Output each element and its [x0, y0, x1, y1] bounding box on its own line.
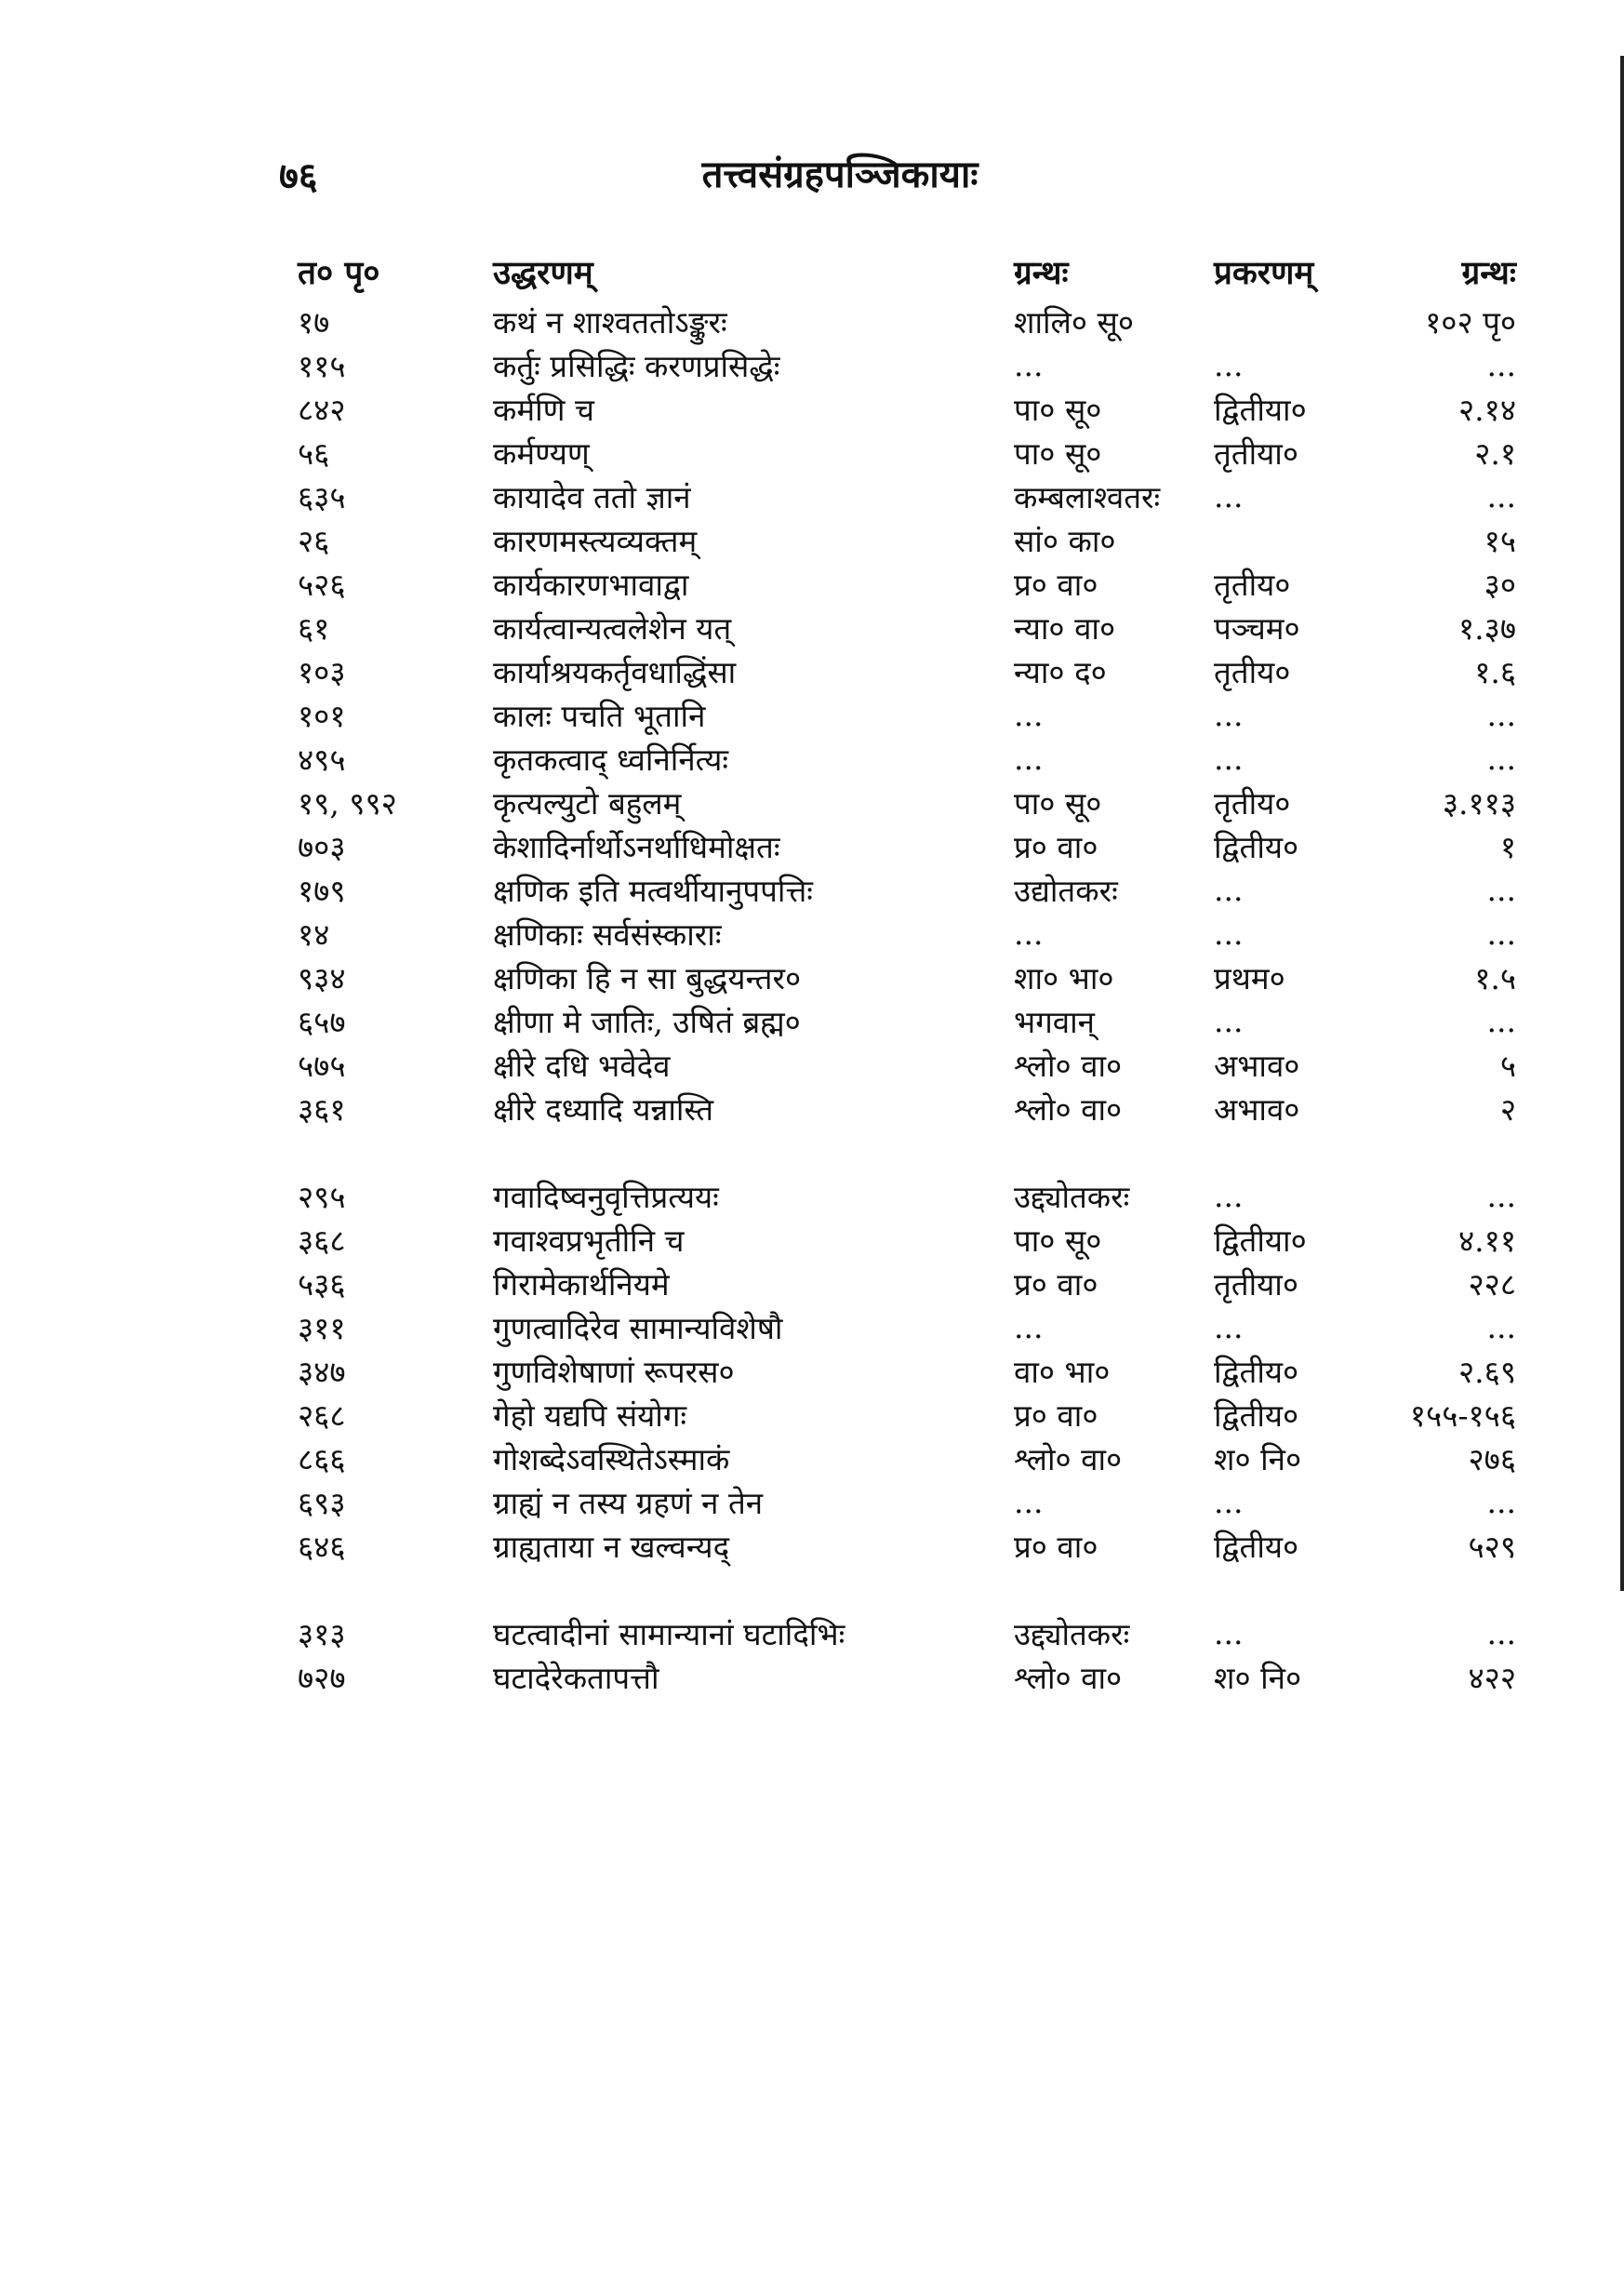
cell-page-ref: ६१: [298, 610, 330, 647]
table-row: [279, 1349, 1516, 1393]
cell-quotation: गोशब्देऽवस्थितेऽस्माकं: [493, 1441, 730, 1477]
cell-reference: १५: [1484, 523, 1516, 559]
table-row: [279, 1436, 1516, 1480]
cell-chapter: ...: [1214, 1309, 1244, 1345]
cell-chapter: ...: [1214, 1178, 1244, 1214]
table-row: [279, 474, 1516, 518]
cell-reference: २: [1499, 1091, 1516, 1128]
table-row: [279, 737, 1516, 781]
table-row: [279, 868, 1516, 912]
cell-page-ref: ३४७: [298, 1354, 346, 1390]
table-row: [279, 1611, 1516, 1655]
cell-chapter: पञ्चम०: [1214, 610, 1300, 647]
cell-reference: १.३७: [1458, 610, 1516, 647]
cell-reference: २.१४: [1458, 392, 1516, 428]
page-edge: [1620, 56, 1624, 1591]
cell-quotation: क्षीरे दध्यादि यन्नास्ति: [493, 1091, 714, 1128]
cell-chapter: द्वितीय०: [1214, 829, 1299, 865]
col-header-source: ग्रन्थः: [1014, 253, 1069, 292]
cell-chapter: तृतीय०: [1214, 567, 1291, 603]
cell-quotation: गुणविशेषाणां रूपरस०: [493, 1354, 735, 1390]
cell-source: शा० भा०: [1014, 960, 1114, 996]
cell-page-ref: ५७५: [298, 1048, 346, 1084]
cell-quotation: क्षीरे दधि भवेदेव: [493, 1048, 671, 1084]
cell-page-ref: ३११: [298, 1310, 346, 1346]
cell-page-ref: ३१३: [298, 1616, 346, 1652]
cell-source: सां० का०: [1014, 523, 1116, 559]
cell-quotation: कायादेव ततो ज्ञानं: [493, 479, 691, 515]
cell-quotation: क्षणिक इति मत्वर्थीयानुपपत्तिः: [493, 873, 813, 909]
cell-page-ref: २६: [298, 523, 330, 559]
cell-chapter: ...: [1214, 347, 1244, 383]
cell-chapter: अभाव०: [1214, 1091, 1300, 1128]
cell-reference: ...: [1486, 872, 1516, 908]
table-body: [279, 300, 1516, 1699]
cell-quotation: गेहो यद्यपि संयोगः: [493, 1397, 687, 1434]
cell-reference: २.१: [1474, 435, 1516, 472]
cell-reference: ...: [1486, 1003, 1516, 1039]
table-header: [279, 244, 1516, 300]
cell-quotation: गुणत्वादिरेव सामान्यविशेषौ: [493, 1310, 783, 1346]
cell-source: न्या० द०: [1014, 654, 1107, 690]
table-row: [279, 1305, 1516, 1349]
cell-source: प्र० वा०: [1014, 829, 1098, 865]
cell-quotation: ग्राह्यताया न खल्वन्यद्: [493, 1529, 730, 1565]
cell-source: ...: [1014, 1309, 1044, 1345]
cell-chapter: द्वितीय०: [1214, 1354, 1299, 1390]
cell-page-ref: ८४२: [298, 392, 346, 428]
cell-source: प्र० वा०: [1014, 1529, 1098, 1565]
cell-page-ref: १०१: [298, 698, 346, 734]
cell-quotation: घटत्वादीनां सामान्यानां घटादिभिः: [493, 1616, 845, 1652]
cell-quotation: गवादिष्वनुवृत्तिप्रत्ययः: [493, 1179, 719, 1215]
cell-chapter: द्वितीय०: [1214, 1397, 1299, 1434]
cell-reference: ...: [1486, 1484, 1516, 1520]
table-row: [279, 300, 1516, 343]
cell-page-ref: १९, ९९२: [298, 785, 397, 822]
cell-reference: २२८: [1468, 1266, 1516, 1303]
group-spacer: [279, 1568, 1516, 1611]
cell-page-ref: ५२६: [298, 567, 346, 603]
cell-chapter: द्वितीया०: [1214, 1223, 1307, 1259]
cell-reference: ...: [1486, 1309, 1516, 1345]
cell-chapter: तृतीय०: [1214, 785, 1291, 822]
cell-chapter: तृतीया०: [1214, 1266, 1299, 1303]
cell-chapter: ...: [1214, 1484, 1244, 1520]
cell-reference: ...: [1486, 478, 1516, 514]
cell-reference: ...: [1486, 915, 1516, 952]
cell-quotation: कर्मणि च: [493, 392, 594, 428]
cell-page-ref: ६४६: [298, 1529, 346, 1565]
col-header-page: त० पृ०: [298, 253, 380, 292]
cell-source: कम्बलाश्वतरः: [1014, 479, 1161, 515]
cell-chapter: अभाव०: [1214, 1048, 1300, 1084]
cell-reference: २.६९: [1458, 1354, 1516, 1390]
cell-source: ...: [1014, 347, 1044, 383]
cell-reference: १.६: [1474, 654, 1516, 690]
table-row: [279, 1218, 1516, 1262]
cell-page-ref: ७०३: [298, 829, 346, 865]
cell-quotation: घटादेरेकतापत्तौ: [493, 1660, 659, 1696]
cell-quotation: क्षणिका हि न सा बुद्धयन्तर०: [493, 960, 802, 996]
cell-source: भगवान्: [1014, 1004, 1095, 1040]
citation-index-table: [279, 244, 1516, 1699]
cell-chapter: ...: [1214, 872, 1244, 908]
cell-source: ...: [1014, 741, 1044, 777]
cell-source: उद्द्योतकरः: [1014, 1179, 1130, 1215]
cell-reference: १०२ पृ०: [1425, 304, 1516, 341]
cell-page-ref: ६५७: [298, 1004, 346, 1040]
cell-reference: ३०: [1484, 567, 1516, 603]
table-row: [279, 999, 1516, 1043]
cell-quotation: कालः पचति भूतानि: [493, 698, 706, 734]
table-row: [279, 387, 1516, 431]
cell-reference: ३.११३: [1442, 785, 1516, 822]
cell-source: ...: [1014, 697, 1044, 733]
cell-chapter: ...: [1214, 697, 1244, 733]
cell-page-ref: ३६८: [298, 1223, 346, 1259]
cell-reference: २७६: [1468, 1441, 1516, 1477]
table-row: [279, 1087, 1516, 1130]
cell-chapter: श० नि०: [1214, 1660, 1302, 1696]
cell-source: श्लो० वा०: [1014, 1048, 1123, 1084]
cell-reference: ५: [1499, 1048, 1516, 1084]
group-spacer: [279, 1130, 1516, 1174]
cell-page-ref: ८६६: [298, 1441, 346, 1477]
table-row: [279, 1524, 1516, 1568]
cell-page-ref: ११५: [298, 348, 346, 384]
cell-quotation: कार्याश्रयकर्तृवधाद्धिंसा: [493, 654, 737, 690]
cell-page-ref: ५६: [298, 435, 330, 472]
cell-chapter: ...: [1214, 1615, 1244, 1651]
cell-page-ref: ६३५: [298, 479, 346, 515]
cell-quotation: केशादिर्नार्थोऽनर्थाधिमोक्षतः: [493, 829, 780, 865]
table-row: [279, 649, 1516, 693]
cell-quotation: ग्राह्यं न तस्य ग्रहणं न तेन: [493, 1485, 764, 1521]
cell-reference: ५२९: [1468, 1529, 1516, 1565]
cell-source: उद्योतकरः: [1014, 873, 1118, 909]
table-row: [279, 431, 1516, 474]
cell-source: पा० सू०: [1014, 785, 1102, 822]
cell-reference: ...: [1486, 1178, 1516, 1214]
cell-source: श्लो० वा०: [1014, 1441, 1123, 1477]
cell-reference: ...: [1486, 347, 1516, 383]
cell-chapter: द्वितीया०: [1214, 392, 1307, 428]
cell-source: पा० सू०: [1014, 1223, 1102, 1259]
cell-reference: ...: [1486, 741, 1516, 777]
cell-quotation: क्षणिकाः सर्वसंस्काराः: [493, 916, 722, 953]
table-row: [279, 912, 1516, 955]
cell-source: श्लो० वा०: [1014, 1091, 1123, 1128]
cell-reference: १: [1499, 829, 1516, 865]
table-row: [279, 955, 1516, 999]
cell-page-ref: १०३: [298, 654, 346, 690]
cell-chapter: ...: [1214, 1003, 1244, 1039]
cell-page-ref: ६९३: [298, 1485, 346, 1521]
cell-source: प्र० वा०: [1014, 1266, 1098, 1303]
cell-page-ref: ९३४: [298, 960, 346, 996]
cell-quotation: कथं न शाश्वततोऽङ्कुरः: [493, 304, 727, 341]
table-row: [279, 1655, 1516, 1699]
table-row: [279, 1262, 1516, 1305]
col-header-reference: ग्रन्थः: [1461, 253, 1516, 292]
cell-quotation: कृतकत्वाद् ध्वनिर्नित्यः: [493, 742, 729, 778]
cell-source: पा० सू०: [1014, 392, 1102, 428]
cell-quotation: गवाश्वप्रभृतीनि च: [493, 1223, 685, 1259]
col-header-quotation: उद्धरणम्: [493, 253, 593, 292]
cell-page-ref: ३६१: [298, 1091, 346, 1128]
cell-source: उद्द्योतकरः: [1014, 1616, 1130, 1652]
table-row: [279, 562, 1516, 606]
cell-page-ref: ४९५: [298, 742, 346, 778]
table-row: [279, 343, 1516, 387]
cell-reference: १५५-१५६: [1409, 1397, 1516, 1434]
table-row: [279, 1174, 1516, 1218]
cell-page-ref: १४: [298, 916, 330, 953]
cell-chapter: ...: [1214, 478, 1244, 514]
cell-source: वा० भा०: [1014, 1354, 1111, 1390]
cell-reference: ४.११: [1458, 1223, 1516, 1259]
cell-source: शालि० सू०: [1014, 304, 1135, 341]
running-title: तत्त्वसंग्रहपञ्जिकायाः: [701, 153, 978, 196]
table-row: [279, 824, 1516, 868]
cell-chapter: श० नि०: [1214, 1441, 1302, 1477]
table-row: [279, 781, 1516, 824]
cell-source: ...: [1014, 1484, 1044, 1520]
cell-chapter: तृतीय०: [1214, 654, 1291, 690]
cell-source: प्र० वा०: [1014, 567, 1098, 603]
cell-chapter: ...: [1214, 741, 1244, 777]
cell-quotation: क्षीणा मे जातिः, उषितं ब्रह्म०: [493, 1004, 801, 1040]
cell-quotation: कार्यत्वान्यत्वलेशेन यत्: [493, 610, 732, 647]
cell-reference: ...: [1486, 1615, 1516, 1651]
cell-page-ref: ५३६: [298, 1266, 346, 1303]
cell-quotation: कारणमस्त्यव्यक्तम्: [493, 523, 698, 559]
cell-page-ref: २६८: [298, 1397, 346, 1434]
cell-chapter: द्वितीय०: [1214, 1529, 1299, 1565]
cell-source: ...: [1014, 915, 1044, 952]
table-row: [279, 518, 1516, 562]
cell-page-ref: १७: [298, 304, 330, 341]
cell-quotation: कृत्यल्युटो बहुलम्: [493, 785, 682, 822]
cell-quotation: कर्तुः प्रसिद्धिः करणप्रसिद्धेः: [493, 348, 780, 384]
cell-quotation: कर्मण्यण्: [493, 435, 590, 472]
table-row: [279, 1480, 1516, 1524]
cell-chapter: प्रथम०: [1214, 960, 1285, 996]
table-row: [279, 693, 1516, 737]
cell-reference: १.५: [1474, 960, 1516, 996]
cell-quotation: गिरामेकार्थनियमे: [493, 1266, 670, 1303]
cell-reference: ...: [1486, 697, 1516, 733]
cell-reference: ४२२: [1468, 1660, 1516, 1696]
cell-source: श्लो० वा०: [1014, 1660, 1123, 1696]
cell-chapter: तृतीया०: [1214, 435, 1299, 472]
cell-quotation: कार्यकारणभावाद्वा: [493, 567, 689, 603]
col-header-chapter: प्रकरणम्: [1214, 253, 1314, 292]
table-row: [279, 1043, 1516, 1087]
table-row: [279, 606, 1516, 649]
cell-source: न्या० वा०: [1014, 610, 1116, 647]
cell-chapter: ...: [1214, 915, 1244, 952]
cell-page-ref: २९५: [298, 1179, 346, 1215]
cell-page-ref: ७२७: [298, 1660, 346, 1696]
page-number: ७६: [279, 154, 318, 198]
cell-page-ref: १७९: [298, 873, 346, 909]
cell-source: प्र० वा०: [1014, 1397, 1098, 1434]
table-row: [279, 1393, 1516, 1436]
cell-source: पा० सू०: [1014, 435, 1102, 472]
